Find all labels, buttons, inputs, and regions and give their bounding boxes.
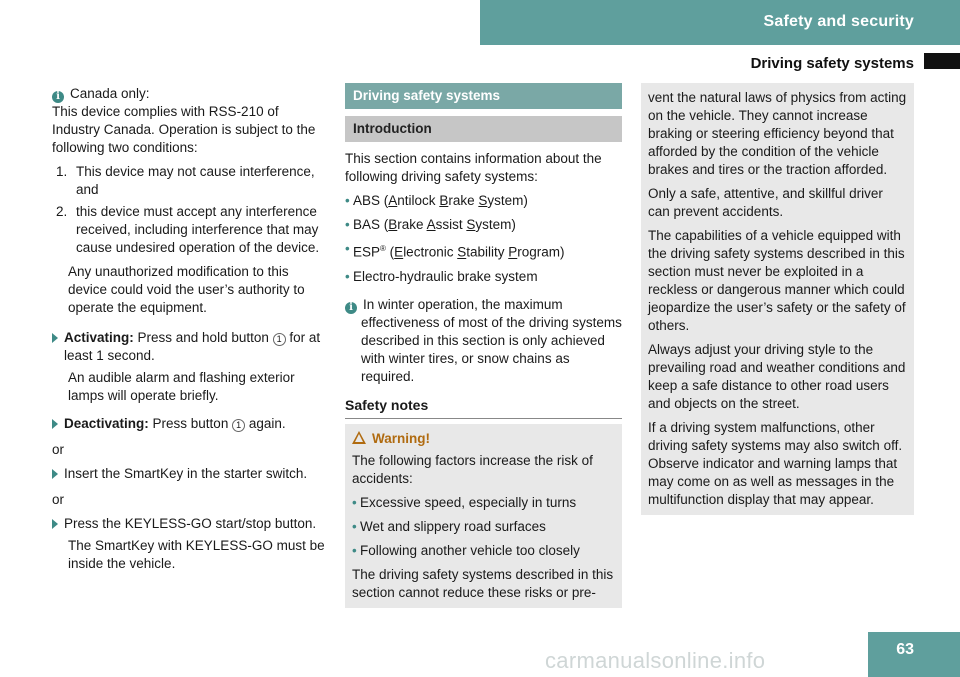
deactivating-step: Deactivating: Press button 1 again. bbox=[52, 415, 330, 433]
section-heading: Driving safety systems bbox=[345, 83, 622, 109]
step-arrow-icon bbox=[52, 333, 58, 343]
step-arrow-icon bbox=[52, 469, 58, 479]
right-column bbox=[641, 83, 914, 515]
page-number: 63 bbox=[896, 641, 914, 658]
warning-text: The following factors increase the risk of accidents: bbox=[352, 452, 593, 486]
warning-box: Warning! The following factors increase the risk of accidents: • Excessive speed, especially in turns • Wet and slippery road surfaces • Following another vehicle too closely The driving safety systems described in this section cannot reduce these risks or pre- bbox=[345, 424, 622, 608]
warning-box-continued bbox=[641, 83, 914, 515]
winter-note: i In winter operation, the maximum effectiveness of most of the driving systems described in this section is only achieved with winter tires, or snow chains as required. bbox=[345, 296, 622, 386]
warning-triangle-icon bbox=[352, 431, 366, 444]
left-column bbox=[52, 85, 330, 579]
warning-tail: The driving safety systems described in this section cannot reduce these risks or pre- bbox=[352, 566, 614, 600]
system-item-esp: • ESP® (Electronic Stability Program) bbox=[345, 241, 565, 260]
subsection-title: Driving safety systems bbox=[750, 55, 914, 72]
step-arrow-icon bbox=[52, 519, 58, 529]
insert-key-step: Insert the SmartKey in the starter switch. bbox=[52, 465, 330, 483]
warning-item: • Following another vehicle too closely bbox=[352, 542, 580, 558]
activating-note: An audible alarm and flashing exterior lamps will operate briefly. bbox=[68, 370, 295, 403]
intro-heading: Introduction bbox=[345, 116, 622, 142]
button-number-badge: 1 bbox=[232, 419, 245, 432]
header-tab-marker bbox=[924, 53, 960, 69]
canada-note: i Canada only: This device complies with RSS-210 of Industry Canada. Operation is subject to the following two conditions: bbox=[52, 86, 316, 155]
middle-column bbox=[345, 83, 622, 608]
step-arrow-icon bbox=[52, 419, 58, 429]
canada-text: This device complies with RSS-210 of Industry Canada. Operation is subject to the following two conditions: bbox=[52, 104, 316, 155]
capabilities-paragraph: The capabilities of a vehicle equipped with the driving safety systems described in this section must never be exploited in a reckless or dangerous manner which could jeopardize the user’s safety or the safety of others. bbox=[648, 228, 906, 333]
condition-item: 2. this device must accept any interference received, including interference that may cause undesired operation of the device. bbox=[56, 204, 320, 255]
system-item-bas: • BAS (Brake Assist System) bbox=[345, 217, 516, 232]
section-title: Safety and security bbox=[763, 13, 914, 30]
or-text: or bbox=[52, 442, 65, 457]
driving-style-paragraph: Always adjust your driving style to the prevailing road and weather conditions and keep a safe distance to other road users and objects on the street. bbox=[648, 342, 906, 411]
watermark: carmanualsonline.info bbox=[545, 648, 766, 673]
condition-item: 1. This device may not cause interference, and bbox=[56, 164, 315, 197]
physics-paragraph: vent the natural laws of physics from acting on the vehicle. They cannot increase braking or steering efficiency beyond that afforded by the condition of the vehicle brakes and tires or the traction afforded. bbox=[648, 90, 907, 177]
modification-note: Any unauthorized modification to this device could void the user’s authority to operate the equipment. bbox=[68, 264, 305, 315]
or-text: or bbox=[52, 492, 65, 507]
keyless-note: The SmartKey with KEYLESS-GO must be inside the vehicle. bbox=[68, 538, 325, 571]
driver-paragraph: Only a safe, attentive, and skillful driver can prevent accidents. bbox=[648, 186, 883, 219]
button-number-badge: 1 bbox=[273, 333, 286, 346]
info-icon: i bbox=[345, 302, 357, 314]
activating-step: Activating: Press and hold button 1 for at least 1 second. bbox=[52, 329, 330, 365]
warning-item: • Wet and slippery road surfaces bbox=[352, 518, 546, 534]
malfunction-paragraph: If a driving system malfunctions, other driving safety systems may also switch off. Observe indicator and warning lamps that may come on as well as messages in the multifunction display that may appear. bbox=[648, 420, 903, 507]
safety-notes-heading: Safety notes bbox=[345, 396, 622, 419]
system-item-ehb: • Electro-hydraulic brake system bbox=[345, 268, 538, 284]
keyless-step: Press the KEYLESS-GO start/stop button. bbox=[52, 515, 330, 533]
info-icon: i bbox=[52, 91, 64, 103]
warning-item: • Excessive speed, especially in turns bbox=[352, 494, 577, 510]
intro-text: This section contains information about the following driving safety systems: bbox=[345, 151, 602, 184]
system-item-abs: • ABS (Antilock Brake System) bbox=[345, 193, 528, 208]
page-number-box bbox=[868, 632, 960, 677]
